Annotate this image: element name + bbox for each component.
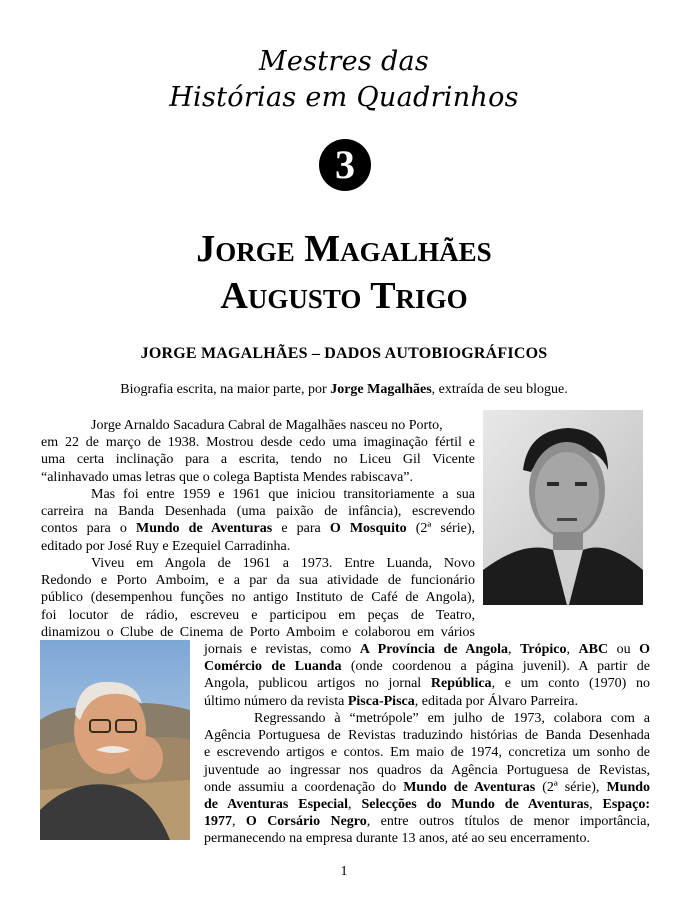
newspaper-title: República [430,676,492,692]
text-line [41,624,475,641]
text-line [204,779,650,796]
magazine-title: Espaço: [602,796,650,812]
text-span: , e um conto (1970) no [491,676,651,692]
text-span: e escrevendo artigos e contos. Em maio de 1974, concretiza um sonho de [204,745,650,761]
portrait-photo-young [483,410,643,605]
text-span: Mas foi entre 1959 e 1961 que iniciou transitoriamente a sua [91,487,475,502]
text-line [41,555,475,572]
main-title [0,226,688,320]
magazine-title: Pisca-Pisca [347,693,415,709]
credit-text-before: Biografia escrita, na maior parte, por [120,382,331,397]
text-span: juventude ao ingressar nos quadros da Agência Portuguesa de Revistas, [204,762,650,778]
text-line [41,434,475,451]
paragraph-3 [41,555,475,641]
text-span: uma certa inclinação para a escrita, tendo no Liceu Gil Vicente [41,452,475,468]
section-heading: JORGE MAGALHÃES – DADOS AUTOBIOGRÁFICOS [140,345,548,362]
text-span: , [348,796,362,812]
text-span: ou [608,642,640,657]
magazine-title: Mundo de Aventuras [135,521,273,537]
newspaper-title: A Província de Angola [359,642,509,657]
portrait-photo-older [40,640,190,840]
newspaper-title: Trópico [520,642,567,657]
text-span: , [589,796,603,812]
paragraph-3-continued [204,641,650,710]
text-line [41,417,475,434]
text-span: e para [272,521,330,537]
paragraph-2 [41,486,475,555]
text-span: , editada por Álvaro Parreira. [414,693,578,709]
text-line [41,486,475,503]
text-span: , [232,814,246,830]
text-line [204,675,650,692]
text-span: , [566,642,579,657]
newspaper-title: O [639,642,651,657]
main-title-line2: Augusto Trigo [220,275,468,317]
paragraph-1 [41,417,475,486]
text-span: público (desempenhou funções no antigo Instituto de Café de Angola), [41,590,475,606]
page-number: 1 [340,864,348,879]
text-line [41,572,475,589]
text-line [41,607,475,624]
text-span: contos para o [41,521,136,537]
credit-text-after: , extraída de seu blogue. [431,382,568,397]
text-span: Redondo e Porto Amboim, e a par da sua atividade de funcionário [41,573,475,589]
text-span: onde assumiu a coordenação do [204,779,404,795]
text-span: dinamizou o Clube de Cinema de Porto Amboim e colaborou em vários [41,624,475,640]
text-span: jornais e revistas, como [204,642,360,657]
portrait-young-image [483,410,643,605]
credit-author: Jorge Magalhães [330,382,432,397]
text-span: Angola, publicou artigos no jornal [204,676,431,692]
text-line [204,796,650,813]
text-span: Viveu em Angola de 1961 a 1973. Entre Luanda, Novo [91,556,475,571]
main-title-line1: Jorge Magalhães [196,228,492,270]
magazine-title: Mundo [606,779,651,795]
series-title-line2: Histórias em Quadrinhos [169,82,519,113]
text-span: Jorge Arnaldo Sacadura Cabral de Magalhães nasceu no Porto, [91,418,443,433]
magazine-title: O Mosquito [329,521,407,537]
text-span: em 22 de março de 1938. Mostrou desde cedo uma imaginação fértil e [41,435,475,451]
text-span: último número da revista [204,693,348,709]
paragraph-4 [204,710,650,848]
text-span: permanecendo na empresa durante 13 anos, até ao seu encerramento. [204,831,590,847]
text-span: , entre outros títulos de menor importância, [366,814,651,830]
text-span: , [508,642,521,657]
newspaper-title: Comércio de Luanda [204,659,342,675]
text-span: Regressando à “metrópole” em julho de 1973, colabora com a [254,711,650,726]
text-line [41,503,475,520]
text-line [204,710,650,727]
text-span: Agência Portuguesa de Revistas traduzindo histórias de Banda Desenhada [204,728,650,744]
text-line [41,538,475,555]
text-span: (2ª série), [406,521,475,537]
issue-number-badge: 3 [319,139,371,191]
text-span: (2ª série), [535,779,607,795]
text-line [204,658,650,675]
series-title [0,44,688,116]
magazine-title: Mundo de Aventuras [403,779,536,795]
text-line [204,762,650,779]
text-span: carreira na Banda Desenhada (uma paixão de infância), escrevendo [41,504,475,520]
text-line [204,744,650,761]
text-span: “alinhavado umas letras que o colega Baptista Mendes rabiscava”. [41,469,414,485]
text-line [204,727,650,744]
magazine-title: 1977 [204,814,232,830]
newspaper-title: ABC [578,642,609,657]
text-line [41,469,475,486]
text-line [41,520,475,537]
text-line [204,693,650,710]
magazine-title: Selecções do Mundo de Aventuras [361,796,590,812]
text-line [204,830,650,847]
text-span: foi locutor de rádio, escreveu e participou em peças de Teatro, [41,607,475,623]
text-line [204,813,650,830]
text-line [204,641,650,658]
text-line [41,451,475,468]
magazine-title: O Corsário Negro [245,814,367,830]
portrait-older-image [40,640,190,840]
series-title-line1: Mestres das [258,46,430,77]
text-span: (onde coordenou a página juvenil). A partir de [341,659,651,675]
credit-line [0,382,688,398]
magazine-title: de Aventuras Especial [204,796,349,812]
text-line [41,589,475,606]
text-span: editado por José Ruy e Ezequiel Carradinha. [41,538,291,554]
